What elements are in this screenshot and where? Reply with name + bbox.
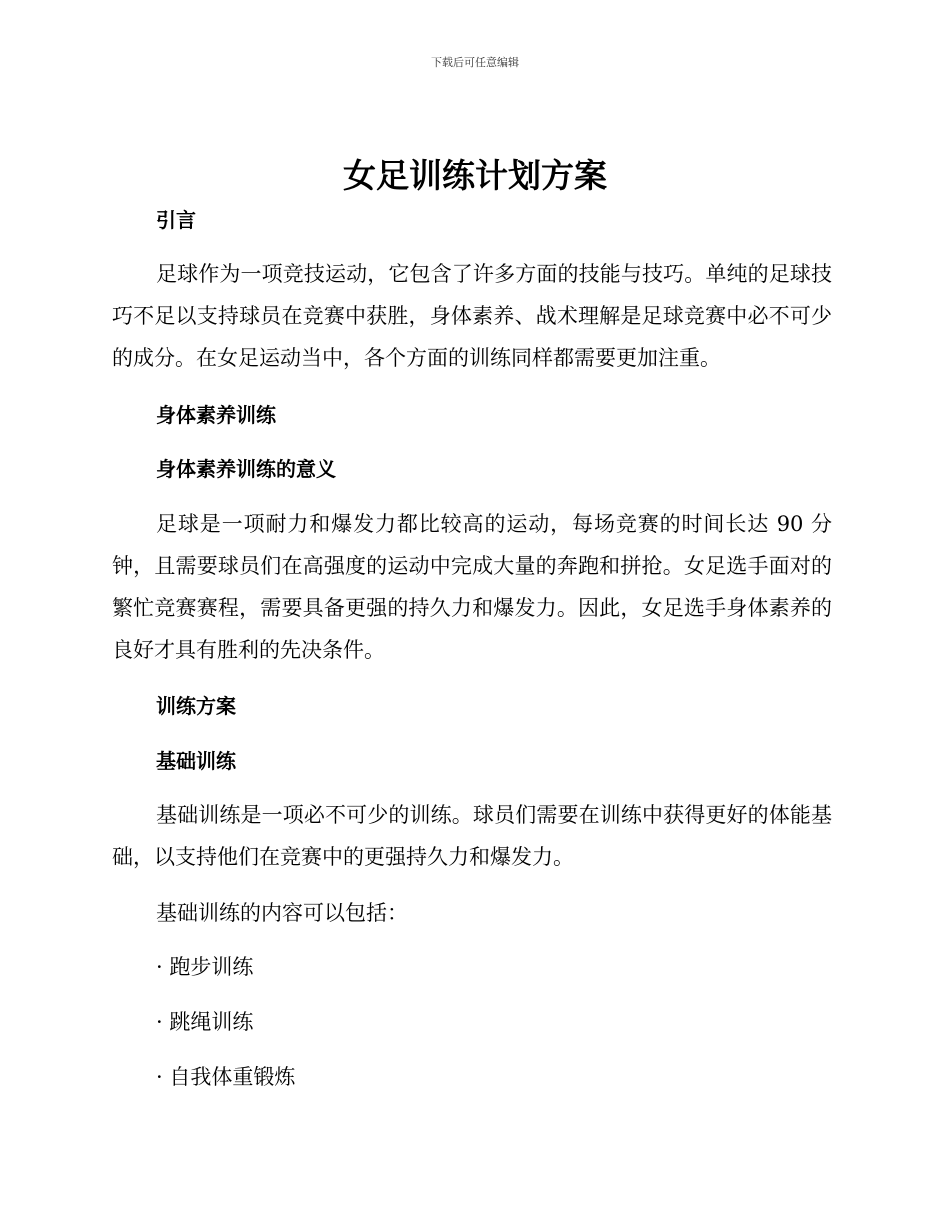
basic-content-intro: 基础训练的内容可以包括： <box>156 901 408 925</box>
header-note: 下载后可任意编辑 <box>431 56 519 69</box>
heading-intro: 引言 <box>156 208 196 232</box>
heading-fitness-meaning: 身体素养训练的意义 <box>156 457 336 481</box>
page-title: 女足训练计划方案 <box>343 156 607 195</box>
paragraph-basic-training: 基础训练是一项必不可少的训练。球员们需要在训练中获得更好的体能基础，以支持他们在竞赛中的更强持久力和爆发力。 <box>112 803 832 869</box>
list-item: · 跳绳训练 <box>156 1010 254 1034</box>
paragraph-fitness-meaning: 足球是一项耐力和爆发力都比较高的运动，每场竞赛的时间长达 90 分钟，且需要球员们在高强度的运动中完成大量的奔跑和拼抢。女足选手面对的繁忙竞赛赛程，需要具备更强的持久力和爆发力。因此，女足选手身体素养的良好才具有胜利的先决条件。 <box>112 512 832 662</box>
list-item: · 自我体重锻炼 <box>156 1065 296 1089</box>
heading-training-plan: 训练方案 <box>156 694 236 718</box>
list-item: · 跑步训练 <box>156 955 254 979</box>
paragraph-intro: 足球作为一项竞技运动，它包含了许多方面的技能与技巧。单纯的足球技巧不足以支持球员在竞赛中获胜，身体素养、战术理解是足球竞赛中必不可少的成分。在女足运动当中，各个方面的训练同样都需要更加注重。 <box>112 262 832 370</box>
heading-basic-training: 基础训练 <box>156 749 236 773</box>
heading-fitness: 身体素养训练 <box>156 403 276 427</box>
